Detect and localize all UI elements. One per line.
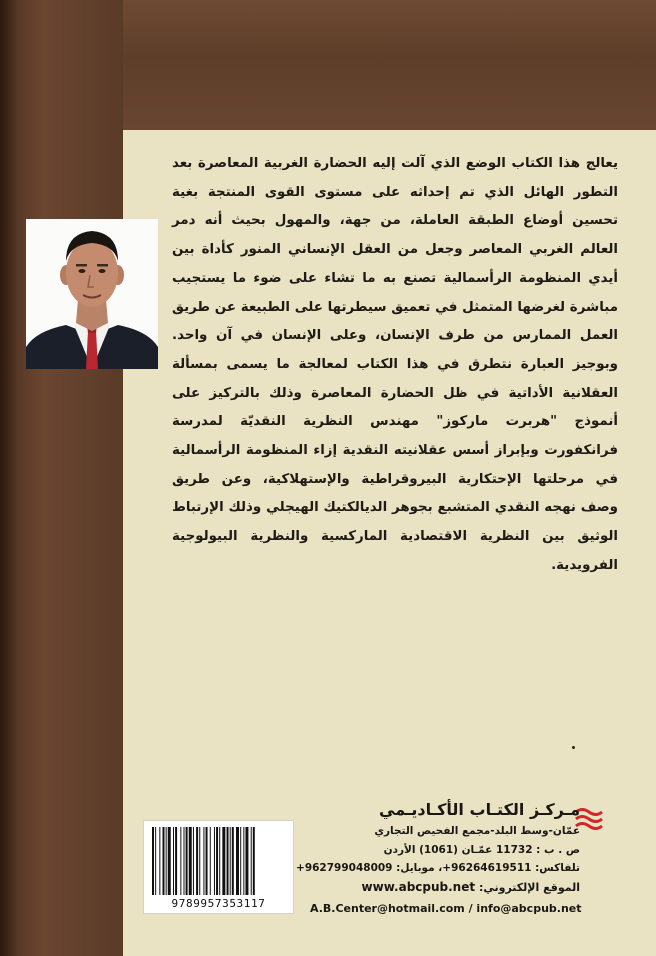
- publisher-phones: تلفاكس: 96264619511+، موبايل: 962799048009+: [296, 862, 580, 874]
- barcode-bar: [155, 827, 156, 895]
- barcode-bar: [196, 827, 198, 895]
- publisher-info: [296, 798, 582, 915]
- barcode-bar: [216, 827, 218, 895]
- spine-shadow: [0, 0, 18, 956]
- barcode-bar: [251, 827, 252, 895]
- barcode-bar: [184, 827, 185, 895]
- publisher-pobox: ص . ب : 11732 عمّـان (1061) الأردن: [383, 843, 580, 856]
- barcode-bar: [230, 827, 231, 895]
- barcode-bar: [163, 827, 165, 895]
- publisher-address: عمّان-وسط البلد-مجمع الفحيص التجاري: [374, 825, 580, 837]
- barcode-bar: [152, 827, 154, 895]
- barcode-bar: [175, 827, 177, 895]
- barcode-bar: [227, 827, 229, 895]
- barcode-bar: [189, 827, 192, 895]
- website-link[interactable]: www.abcpub.net: [361, 879, 476, 894]
- decorative-dot: [572, 746, 575, 749]
- barcode-bar: [210, 827, 211, 895]
- barcode-bar: [245, 827, 248, 895]
- barcode-bar: [219, 827, 220, 895]
- barcode-bar: [180, 827, 181, 895]
- barcode-bar: [236, 827, 239, 895]
- website-label: الموقع الإلكتروني:: [478, 880, 580, 894]
- barcode-bar: [232, 827, 234, 895]
- barcode-bar: [214, 827, 215, 895]
- barcode-bar: [168, 827, 171, 895]
- author-portrait-icon: [26, 219, 158, 369]
- barcode-bar: [186, 827, 188, 895]
- publisher-name: مـركـز الكتـاب الأكـاديـمي: [379, 800, 580, 819]
- publisher-emails[interactable]: A.B.Center@hotmail.com / info@abcpub.net: [310, 902, 582, 915]
- barcode-bar: [193, 827, 194, 895]
- barcode-bar: [159, 827, 160, 895]
- barcode-bar: [166, 827, 167, 895]
- isbn-number: 9789957353117: [171, 897, 266, 910]
- author-photo: [26, 219, 158, 369]
- barcode-bar: [199, 827, 200, 895]
- isbn-barcode: [143, 820, 294, 914]
- barcode-bar: [253, 827, 255, 895]
- barcode-bar: [243, 827, 244, 895]
- barcode-icon: [152, 827, 285, 895]
- barcode-bar: [173, 827, 174, 895]
- publisher-website-line: [310, 878, 580, 897]
- book-blurb: يعالج هذا الكتاب الوضع الذي آلت إليه الحضارة الغربية المعاصرة بعد التطور الهائل الذي تم إحداثه على مستوى القوى المنتجة بغية تحسين أوضاع الطبقة العاملة، من جهة، والمهول بحيث أنه دمر العالم الغربي المعاصر وجعل من العقل الإنساني المنور كأداة بين أيدي المنظومة الرأسمالية تصنع به ما تشاء على ضوء ما يستجيب مباشرة لغرضها المتمثل في تعميق سيطرتها على الطبيعة عن طريق العمل الممارس من طرف الإنسان، وعلى الإنسان في آن واحد. وبوجيز العبارة نتطرق في هذا الكتاب لمعالجة ما يسمى بمسألة العقلانية الأداتية في ظل الحضارة المعاصرة وذلك بالتركيز على أنموذج "هربرت ماركوز" مهندس النظرية النقديّة لمدرسة فرانكفورت وبإبراز أسس عقلانيته النقدية إزاء المنظومة الرأسمالية في مرحلتها الإحتكارية البيروقراطية والإستهلاكية، وعن طريق وصف نهجه النقدي المتشبع بجوهر الديالكتيك الهيجلي وذلك الإرتباط الوثيق بين النظرية الاقتصادية الماركسية والنظرية البيولوجية الفرويدية.: [172, 156, 618, 573]
- barcode-bar: [240, 827, 241, 895]
- cover-spine-band: [0, 0, 123, 956]
- barcode-bar: [206, 827, 208, 895]
- barcode-bar: [222, 827, 225, 895]
- barcode-bar: [203, 827, 204, 895]
